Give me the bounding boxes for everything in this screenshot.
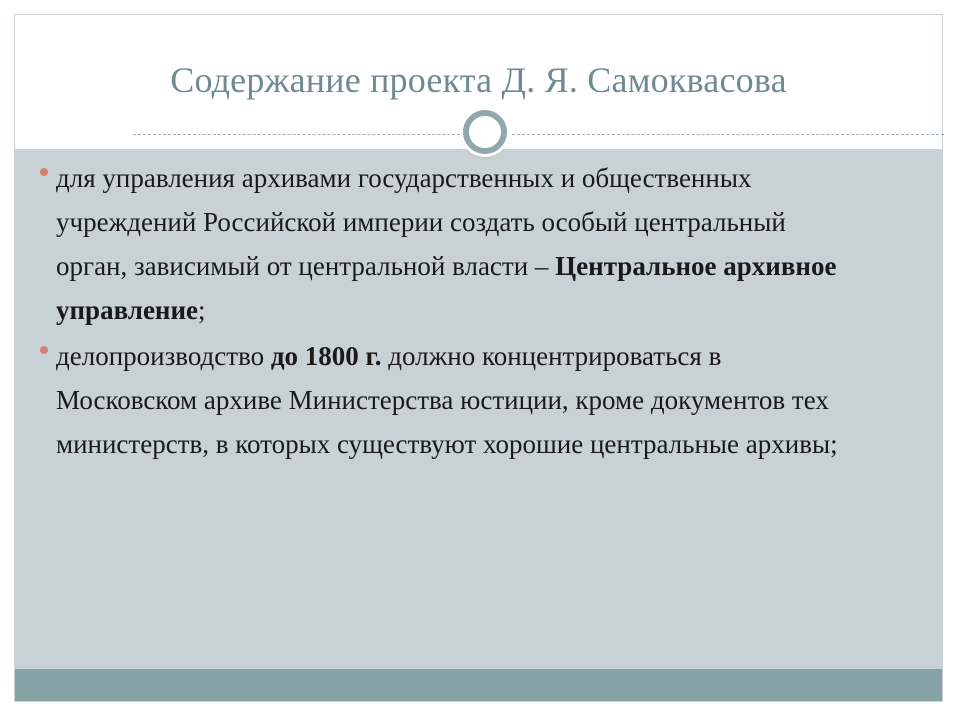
bullet-list	[56, 156, 846, 468]
ring-icon	[463, 110, 507, 154]
bullet-dot-icon	[40, 168, 48, 176]
bullet-1-text: для управления архивами государственных и общественных учреждений Российской империи создать особый центральный орган, зависимый от центральной власти –	[56, 163, 786, 281]
bullet-2-text: делопроизводство	[56, 341, 271, 371]
bullet-2-end: должно концентрироваться в Московском архиве Министерства юстиции, кроме документов тех министерств, в которых существуют хорошие центральные архивы;	[56, 341, 838, 459]
bullet-item-1	[56, 156, 846, 332]
footer-bar	[15, 669, 942, 701]
bullet-1-end: ;	[198, 295, 206, 325]
slide-title: Содержание проекта Д. Я. Самоквасова	[170, 60, 787, 100]
bullet-2-bold: до 1800 г.	[270, 341, 382, 371]
bullet-item-2	[56, 334, 846, 466]
bullet-dot-icon	[40, 346, 48, 354]
bullet-1-bold: Центральное архивное управление	[56, 251, 837, 325]
title-divider	[133, 134, 944, 135]
